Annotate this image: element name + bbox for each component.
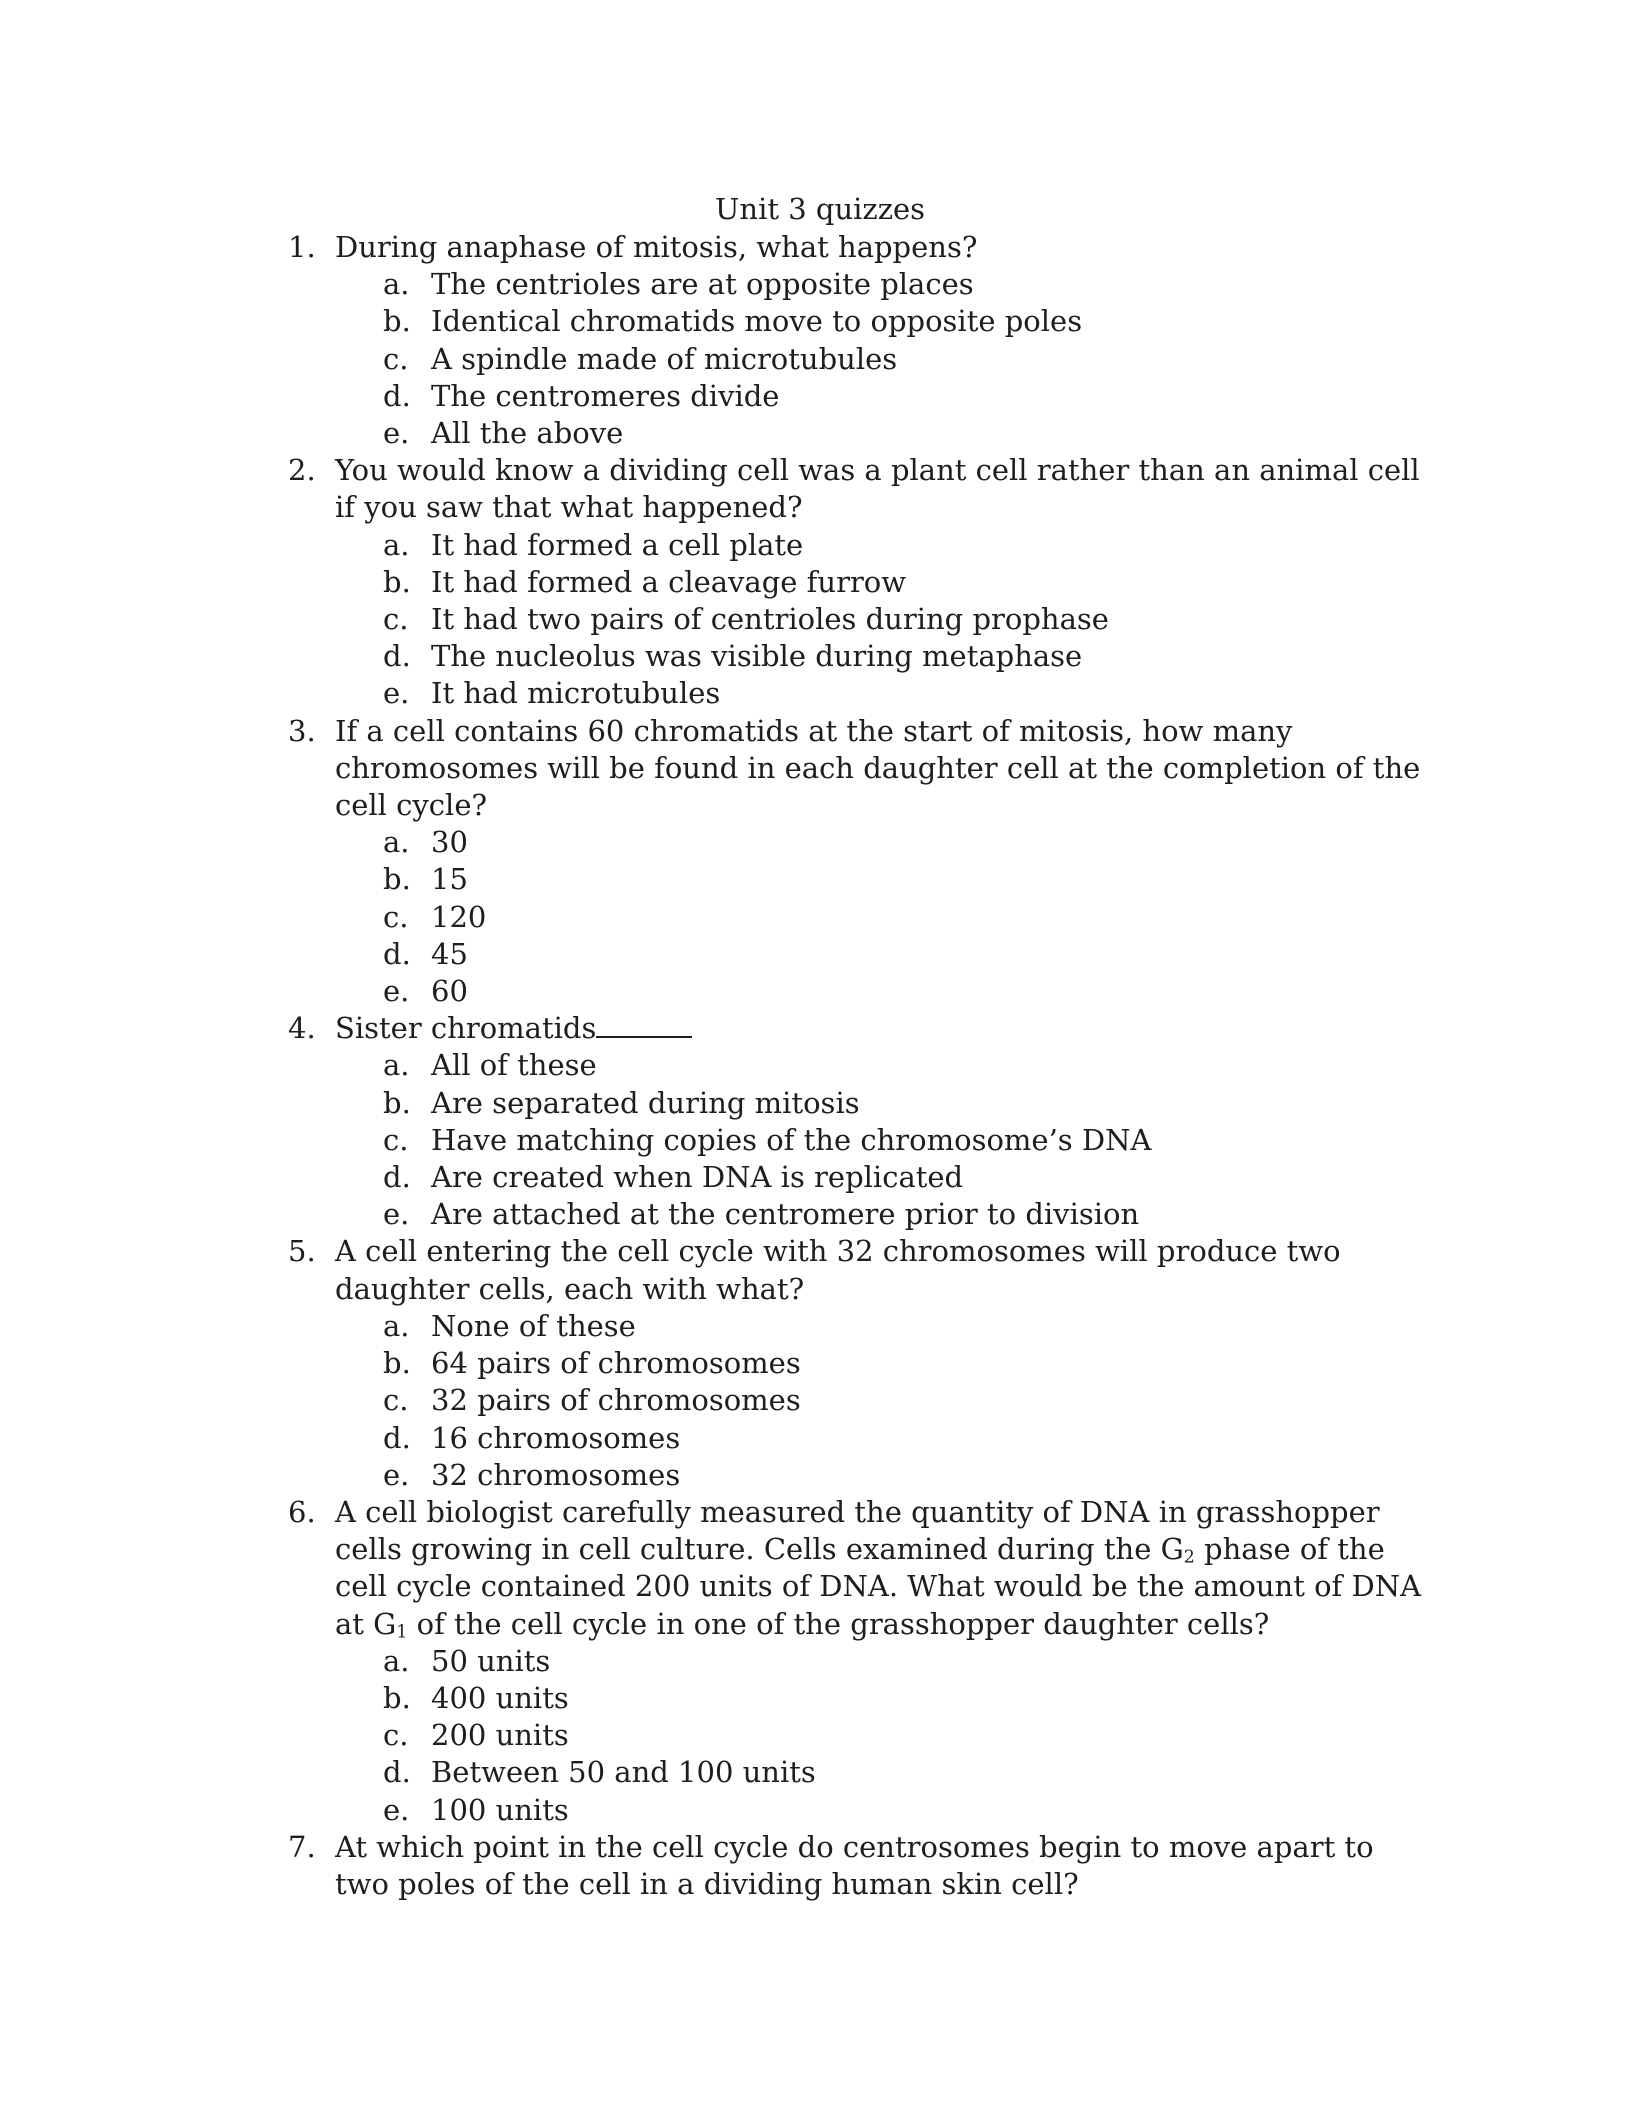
option-list	[335, 527, 1428, 713]
option-item	[335, 675, 1428, 712]
question-text: You would know a dividing cell was a plant cell rather than an animal cell if you saw that what happened?	[335, 453, 1420, 525]
option-text: 32 pairs of chromosomes	[431, 1383, 801, 1418]
question-number: 5.	[288, 1234, 316, 1269]
option-text: A spindle made of microtubules	[431, 341, 898, 376]
option-letter: e.	[383, 1197, 410, 1232]
question-text-stem: Sister chromatids	[335, 1011, 597, 1046]
option-item	[335, 1382, 1428, 1419]
option-letter: d.	[383, 378, 411, 413]
page-title: Unit 3 quizzes	[714, 192, 926, 226]
option-letter: d.	[383, 936, 411, 971]
question-text-part: of the cell cycle in one of the grasshopper daughter cells?	[407, 1606, 1270, 1641]
question-text: At which point in the cell cycle do centrosomes begin to move apart to two poles of the cell in a dividing human skin cell?	[335, 1829, 1374, 1901]
option-letter: c.	[383, 899, 409, 934]
answer-blank	[596, 1010, 692, 1038]
option-item	[335, 1159, 1428, 1196]
question-4	[288, 1010, 1428, 1233]
option-list	[335, 266, 1428, 452]
option-list	[335, 1047, 1428, 1233]
subscript: 2	[1183, 1547, 1195, 1568]
option-item	[335, 564, 1428, 601]
option-text: 100 units	[431, 1792, 569, 1827]
option-item	[335, 1047, 1428, 1084]
question-number: 2.	[288, 453, 316, 488]
option-letter: d.	[383, 1755, 411, 1790]
question-number: 4.	[288, 1011, 316, 1046]
question-text	[335, 1494, 1428, 1643]
option-letter: d.	[383, 1160, 411, 1195]
option-item	[335, 1308, 1428, 1345]
question-number: 7.	[288, 1829, 316, 1864]
option-letter: a.	[383, 267, 410, 302]
option-text: Have matching copies of the chromosome’s DNA	[431, 1122, 1152, 1157]
option-item	[335, 1085, 1428, 1122]
option-item	[335, 1643, 1428, 1680]
option-item	[335, 1792, 1428, 1829]
option-text: All the above	[431, 416, 624, 451]
option-letter: e.	[383, 676, 410, 711]
option-text: 30	[431, 825, 468, 860]
option-text: 15	[431, 862, 468, 897]
option-text: The centromeres divide	[431, 378, 780, 413]
option-text: Are separated during mitosis	[431, 1085, 860, 1120]
option-letter: a.	[383, 527, 410, 562]
option-text: 60	[431, 974, 468, 1009]
option-letter: b.	[383, 1085, 411, 1120]
option-letter: b.	[383, 1680, 411, 1715]
option-text: It had two pairs of centrioles during prophase	[431, 602, 1109, 637]
option-text: 400 units	[431, 1680, 569, 1715]
option-text: None of these	[431, 1308, 636, 1343]
option-item	[335, 266, 1428, 303]
option-text: 45	[431, 936, 468, 971]
option-text: 16 chromosomes	[431, 1420, 681, 1455]
option-item	[335, 1680, 1428, 1717]
option-item	[335, 1196, 1428, 1233]
option-item	[335, 341, 1428, 378]
option-item	[335, 1717, 1428, 1754]
option-letter: c.	[383, 602, 409, 637]
option-letter: c.	[383, 1383, 409, 1418]
question-7	[288, 1829, 1428, 1903]
question-text: During anaphase of mitosis, what happens?	[335, 230, 978, 264]
option-text: All of these	[431, 1048, 597, 1083]
option-text: Are created when DNA is replicated	[431, 1160, 964, 1195]
option-letter: e.	[383, 1457, 410, 1492]
option-letter: c.	[383, 1122, 409, 1157]
option-item	[335, 973, 1428, 1010]
option-text: Identical chromatids move to opposite poles	[431, 304, 1083, 339]
option-item	[335, 415, 1428, 452]
option-list	[335, 824, 1428, 1010]
subscript: 1	[396, 1621, 408, 1642]
question-2	[288, 452, 1428, 712]
option-item	[335, 638, 1428, 675]
question-5	[288, 1233, 1428, 1493]
option-list	[335, 1643, 1428, 1829]
option-letter: a.	[383, 825, 410, 860]
option-letter: d.	[383, 639, 411, 674]
option-item	[335, 1457, 1428, 1494]
option-letter: c.	[383, 341, 409, 376]
option-item	[335, 527, 1428, 564]
option-text: Are attached at the centromere prior to division	[431, 1197, 1140, 1232]
question-number: 1.	[288, 230, 316, 264]
option-text: 32 chromosomes	[431, 1457, 681, 1492]
option-letter: b.	[383, 1346, 411, 1381]
option-item	[335, 899, 1428, 936]
option-item	[335, 601, 1428, 638]
option-letter: b.	[383, 304, 411, 339]
option-text: The centrioles are at opposite places	[431, 267, 974, 302]
option-letter: e.	[383, 416, 410, 451]
option-text: It had formed a cleavage furrow	[431, 564, 907, 599]
question-list	[288, 229, 1428, 1903]
question-text: If a cell contains 60 chromatids at the start of mitosis, how many chromosomes will be found in each daughter cell at the completion of the cell cycle?	[335, 713, 1421, 823]
question-6	[288, 1494, 1428, 1829]
option-item	[335, 378, 1428, 415]
option-letter: b.	[383, 862, 411, 897]
option-item	[335, 936, 1428, 973]
option-item	[335, 1122, 1428, 1159]
question-number: 3.	[288, 713, 316, 748]
option-item	[335, 861, 1428, 898]
option-text: It had microtubules	[431, 676, 721, 711]
option-list	[335, 1308, 1428, 1494]
option-letter: a.	[383, 1308, 410, 1343]
option-text: The nucleolus was visible during metaphase	[431, 639, 1083, 674]
option-letter: b.	[383, 564, 411, 599]
question-text-part: phase of the cell cycle contained 200 units of DNA. What would be the amount of DNA at G	[335, 1532, 1422, 1641]
question-3	[288, 713, 1428, 1011]
option-letter: d.	[383, 1420, 411, 1455]
option-letter: c.	[383, 1718, 409, 1753]
question-text: A cell entering the cell cycle with 32 chromosomes will produce two daughter cells, each with what?	[335, 1234, 1341, 1306]
option-text: 64 pairs of chromosomes	[431, 1346, 801, 1381]
option-text: 120	[431, 899, 487, 934]
option-item	[335, 824, 1428, 861]
option-text: It had formed a cell plate	[431, 527, 804, 562]
option-text: 200 units	[431, 1718, 569, 1753]
question-number: 6.	[288, 1494, 316, 1529]
option-letter: e.	[383, 974, 410, 1009]
option-item	[335, 1754, 1428, 1791]
question-text	[335, 1010, 1428, 1047]
option-item	[335, 1345, 1428, 1382]
option-text: Between 50 and 100 units	[431, 1755, 816, 1790]
option-item	[335, 1420, 1428, 1457]
option-letter: a.	[383, 1643, 410, 1678]
question-1	[288, 229, 1428, 452]
option-letter: a.	[383, 1048, 410, 1083]
option-item	[335, 303, 1428, 340]
question-text-part: A cell biologist carefully measured the quantity of DNA in grasshopper cells growing in cell culture. Cells examined during the G	[335, 1494, 1380, 1567]
option-text: 50 units	[431, 1643, 551, 1678]
option-letter: e.	[383, 1792, 410, 1827]
